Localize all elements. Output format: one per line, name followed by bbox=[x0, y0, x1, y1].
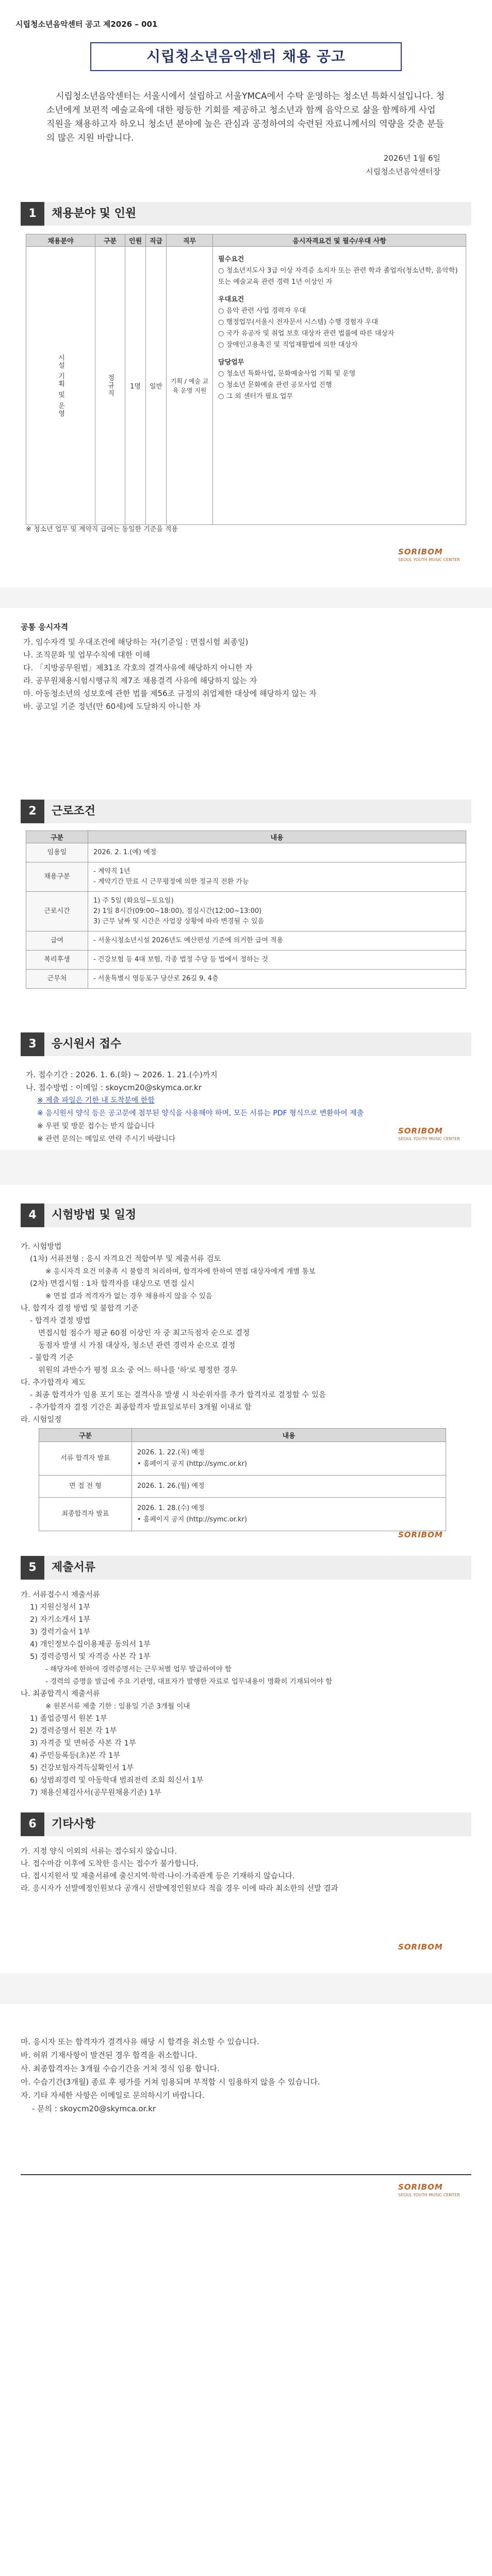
list-item: 3) 자격증 및 면허증 사본 각 1부 bbox=[30, 1739, 136, 1748]
list-item: 가. 임수자격 및 우대조건에 해당하는 자(기준일 : 면접시험 최종일) bbox=[23, 637, 249, 647]
work-conditions-table bbox=[26, 831, 466, 989]
etc-info-b bbox=[21, 2035, 471, 2115]
section-number: 5 bbox=[21, 1556, 44, 1580]
col-header: 채용분야 bbox=[26, 234, 95, 247]
page-title: 시립청소년음악센터 채용 공고 bbox=[90, 42, 402, 71]
row-key: 서류 합격자 발표 bbox=[39, 1442, 132, 1476]
center-logo-sub: SEOUL YOUTH MUSIC CENTER bbox=[398, 557, 460, 562]
table-cell: 기획 / 예술 교육 운영 지원 bbox=[167, 247, 213, 525]
page-separator bbox=[0, 587, 492, 608]
list-item: 라. 공무원채용시험시행규칙 제7조 채용결격 사유에 해당하지 않는 자 bbox=[23, 676, 257, 685]
list-item: 2) 자기소개서 1부 bbox=[30, 1616, 91, 1624]
list-item: - 최종 합격자가 임용 포기 또는 결격사유 발생 시 차순위자를 추가 합격자로 결정할 수 있음 bbox=[30, 1391, 326, 1399]
list-item: 위원의 과반수가 평정 요소 중 어느 하나를 '하'로 평정한 경우 bbox=[38, 1366, 237, 1375]
list-item: 가. 지정 양식 이외의 서류는 접수되지 않습니다. bbox=[21, 1848, 177, 1856]
list-item: 6) 성범죄경력 및 아동학대 범죄전력 조회 회신서 1부 bbox=[30, 1776, 204, 1785]
list-item: 다. 「지방공무원법」제31조 각호의 결격사유에 해당하지 아니한 자 bbox=[23, 663, 253, 672]
list-heading: 가. 시험방법 bbox=[21, 1243, 62, 1251]
list-note: ※ 제출 파일은 기한 내 도착분에 한함 bbox=[37, 1096, 155, 1105]
row-value: - 계약직 1년 - 계약기간 만료 시 근무평정에 의한 정규직 전환 가능 bbox=[88, 862, 466, 892]
page-separator bbox=[0, 1150, 492, 1185]
intro-text: 시립청소년음악센터는 서울시에서 설립하고 서울YMCA에서 수탁 운영하는 청소년 특화시설입니다. 청소년에게 보편적 예술교육에 대한 평등한 기회를 제공하고 청소년과 함께 음악으로 삶을 함께하게 사업 직원을 채용하고자 하오니 청소년 분야에 높은 관심과 공정하여의 숙련된 자료니께서의 역량을 갖춘 분들의 많은 지원 바랍니다. bbox=[46, 91, 445, 143]
list-item: 바. 허위 기재사항이 발견된 경우 합격을 취소합니다. bbox=[21, 2050, 198, 2060]
section-1-header bbox=[21, 202, 471, 226]
documents-info bbox=[21, 1589, 469, 1799]
row-key: 면 접 전 형 bbox=[39, 1476, 132, 1498]
section-title: 근로조건 bbox=[52, 805, 96, 818]
list-item: 마. 응시자 또는 합격자가 결격사유 해당 시 합격을 취소할 수 있습니다. bbox=[21, 2037, 259, 2046]
section-title: 기타사항 bbox=[52, 1818, 96, 1831]
list-note: - 경력의 증명을 발급에 주요 기관명, 대표자가 발행한 자료로 업무내용이 명확히 기재되어야 함 bbox=[45, 1677, 333, 1686]
page-separator bbox=[0, 1973, 492, 2004]
section-number: 4 bbox=[21, 1204, 44, 1227]
etc-info-a bbox=[21, 1845, 469, 1895]
section-4-header bbox=[21, 1204, 471, 1227]
col-header: 직급 bbox=[146, 234, 167, 247]
list-item: 3) 경력기술서 1부 bbox=[30, 1628, 91, 1636]
table-note: ※ 청소년 업무 및 계약직 급여는 동일한 기준을 적용 bbox=[26, 526, 178, 533]
list-item: 나. 접수방법 : 이메일 : skoycm20@skymca.or.kr bbox=[26, 1083, 202, 1092]
table-cell: 1명 bbox=[125, 247, 146, 525]
section-3-header bbox=[21, 1032, 471, 1056]
section-2-header bbox=[21, 800, 471, 823]
center-logo-sub: SEOUL YOUTH MUSIC CENTER bbox=[398, 2193, 460, 2197]
list-heading: 나. 최종합격시 제출서류 bbox=[21, 1690, 100, 1698]
section-5-header bbox=[21, 1556, 471, 1580]
table-cell: 일반 bbox=[146, 247, 167, 525]
list-item: - 불합격 기준 bbox=[30, 1354, 74, 1362]
list-item: (2차) 면접시험 : 1차 합격자를 대상으로 면접 실시 bbox=[30, 1280, 195, 1288]
list-item: 7) 채용신체검사서(공무원채용기준) 1부 bbox=[30, 1789, 161, 1797]
list-heading: 라. 시험일정 bbox=[21, 1416, 62, 1424]
list-item: 사. 최종합격자는 3개월 수습기간을 거쳐 정식 임용 합니다. bbox=[21, 2064, 220, 2073]
contact-email: - 문의 : skoycm20@skymca.or.kr bbox=[32, 2104, 156, 2113]
row-value: 2026. 1. 22.(목) 예정 • 홈페이지 공지 (http://symc.or.kr) bbox=[132, 1442, 446, 1476]
row-key: 채용구분 bbox=[26, 862, 88, 892]
row-value: - 건강보험 등 4대 보험, 각종 법정 수당 등 법에서 정하는 것 bbox=[88, 951, 466, 970]
row-key: 급여 bbox=[26, 931, 88, 951]
list-item: 마. 아동청소년의 성보호에 관한 법률 제56조 규정의 취업제한 대상에 해당하지 않는 자 bbox=[23, 689, 317, 698]
col-header: 인원 bbox=[125, 234, 146, 247]
exam-info bbox=[21, 1241, 469, 1426]
list-item: 5) 건강보험자격득실확인서 1부 bbox=[30, 1764, 134, 1772]
col-header: 구분 bbox=[95, 234, 125, 247]
list-note: ※ 면접 결과 적격자가 없는 경우 채용하지 않을 수 있음 bbox=[45, 1292, 212, 1300]
list-item: 라. 응시자가 선발예정인원보다 공개시 선발예정인원보다 적을 경우 이에 따라 최소한의 선발 결과 bbox=[21, 1885, 338, 1893]
list-item: - 추가합격자 결정 기간은 최종합격자 발표일로부터 3개월 이내로 함 bbox=[30, 1403, 252, 1412]
list-item: 바. 공고일 기준 정년(만 60세)에 도달하지 아니한 자 bbox=[23, 702, 201, 711]
list-item: 다. 접시지원서 및 제출서류에 출신지역·학력·나이·가족관계 등은 기재하지 않습니다. bbox=[21, 1872, 295, 1880]
list-heading: 가. 서류접수시 제출서류 bbox=[21, 1591, 100, 1599]
list-note: ※ 관련 문의는 메일로 연락 주시기 바랍니다 bbox=[37, 1135, 176, 1143]
list-item: 4) 개인정보수집이용제공 동의서 1부 bbox=[30, 1640, 151, 1649]
table-cell: 정규직 bbox=[95, 247, 125, 525]
center-logo-sub: SEOUL YOUTH MUSIC CENTER bbox=[398, 1137, 460, 1141]
list-item: 가. 접수기간 : 2026. 1. 6.(화) ~ 2026. 1. 21.(수)까지 bbox=[26, 1070, 218, 1079]
section-6-header bbox=[21, 1812, 471, 1836]
list-item: 4) 주민등록등(초)본 각 1부 bbox=[30, 1752, 121, 1760]
col-header: 내용 bbox=[132, 1429, 446, 1442]
center-logo: SORIBOM bbox=[398, 1942, 443, 1952]
section-number: 6 bbox=[21, 1812, 44, 1836]
schedule-table bbox=[39, 1428, 446, 1531]
common-qualification-heading: 공통 응시자격 bbox=[21, 622, 69, 632]
recruitment-table bbox=[26, 234, 466, 525]
list-item: 나. 조직문화 및 업무수칙에 대한 이해 bbox=[23, 650, 150, 659]
row-key: 최종합격자 발표 bbox=[39, 1498, 132, 1531]
section-number: 3 bbox=[21, 1032, 44, 1056]
row-key: 근로시간 bbox=[26, 892, 88, 931]
row-value: 2026. 2. 1.(예) 예정 bbox=[88, 843, 466, 862]
col-header: 응시자격요건 및 필수/우대 사항 bbox=[213, 234, 466, 247]
list-item: 나. 접수마감 이후에 도착한 응시는 접수가 불가합니다. bbox=[21, 1860, 199, 1868]
row-value: 2026. 1. 26.(월) 예정 bbox=[132, 1476, 446, 1498]
requirements-cell: 필수요건 ○ 청소년지도사 3급 이상 자격증 소지자 또는 관련 학과 졸업자(청소년학, 음악학) 또는 예술교육 관련 경력 1년 이상인 자 우대요건 ○ 음악 관련 사업 경력자 우대 ○ 행정업무(서울시 전자문서 시스템) 수행 경험자 우대 ○ 국가 유공자 및 취업 보호 대상자 관련 법률에 따른 대상자 ○ 장애인고용촉진 및 직업재활법에 의한 대상자 담당업무 ○ 청소년 특화사업, 문화예술사업 기획 및 운영 ○ 청소년 문화예술 관련 공모사업 진행 ○ 그 외 센터가 필요 업무 bbox=[213, 247, 466, 525]
list-item: 5) 경력증명서 및 자격증 사본 각 1부 bbox=[30, 1653, 151, 1661]
list-item: 자. 기타 자세한 사항은 이메일로 문의하시기 바랍니다. bbox=[21, 2091, 205, 2100]
center-logo: SORIBOM bbox=[398, 547, 443, 556]
row-value: - 서울특별시 영등포구 당산로 26길 9, 4층 bbox=[88, 970, 466, 989]
section-number: 2 bbox=[21, 800, 44, 823]
section-title: 채용분야 및 인원 bbox=[52, 207, 137, 220]
organization-name: 시립청소년음악센터장 bbox=[366, 167, 440, 176]
list-item: 동점자 발생 시 가점 대상자, 청소년 관련 경력자 순으로 결정 bbox=[38, 1342, 236, 1350]
page-1 bbox=[0, 0, 492, 587]
center-logo: SORIBOM bbox=[398, 2182, 443, 2192]
list-item: 1) 지원신청서 1부 bbox=[30, 1603, 91, 1612]
col-header: 구분 bbox=[26, 831, 88, 843]
list-item: (1차) 서류전형 : 응시 자격요건 적합여부 및 제출서류 검토 bbox=[30, 1255, 221, 1263]
col-header: 내용 bbox=[88, 831, 466, 843]
list-heading: 나. 합격자 결정 방법 및 불합격 기준 bbox=[21, 1304, 139, 1313]
row-value: 1) 주 5일 (화요일~토요일) 2) 1일 8시간(09:00~18:00), 점심시간(12:00~13:00) 3) 근무 날짜 및 시간은 사업장 상황에 따라 변경될 수 있음 bbox=[88, 892, 466, 931]
row-value: 2026. 1. 28.(수) 예정 • 홈페이지 공지 (http://symc.or.kr) bbox=[132, 1498, 446, 1531]
list-note: ※ 우편 및 방문 접수는 받지 않습니다 bbox=[37, 1122, 155, 1130]
section-title: 제출서류 bbox=[52, 1561, 96, 1574]
row-key: 복리후생 bbox=[26, 951, 88, 970]
list-heading: 다. 추가합격자 제도 bbox=[21, 1379, 86, 1387]
list-item: 아. 수습기간(3개월) 종료 후 평가를 거쳐 임용되며 부적합 시 임용하지 않을 수 있습니다. bbox=[21, 2077, 320, 2087]
page-3 bbox=[0, 1185, 492, 1973]
section-title: 시험방법 및 일정 bbox=[52, 1209, 137, 1222]
row-value: - 서울시청소년시설 2026년도 예산편성 기준에 의거한 급여 적용 bbox=[88, 931, 466, 951]
col-header: 구분 bbox=[39, 1429, 132, 1442]
common-qualification-list bbox=[23, 636, 467, 713]
notice-number: 시립청소년음악센터 공고 제2026 – 001 bbox=[15, 20, 158, 29]
list-note: ※ 응시자격 요건 미충족 시 불합격 처리하며, 합격자에 한하여 면접 대상자에게 개별 통보 bbox=[45, 1267, 316, 1276]
list-item: 면접시험 점수가 평균 60점 이상인 자 중 최고득점자 순으로 결정 bbox=[38, 1329, 250, 1337]
section-title: 응시원서 접수 bbox=[52, 1038, 122, 1050]
section-number: 1 bbox=[21, 202, 44, 226]
page-4 bbox=[0, 2004, 492, 2576]
list-note: ※ 응시원서 양식 등은 공고문에 첨부된 양식을 사용해야 하며, 모든 서류는 PDF 형식으로 변환하여 제출 bbox=[37, 1109, 364, 1117]
list-item: 2) 경력증명서 원본 각 1부 bbox=[30, 1727, 117, 1735]
row-key: 임용일 bbox=[26, 843, 88, 862]
page-2 bbox=[0, 609, 492, 1150]
notice-date: 2026년 1월 6일 bbox=[383, 154, 440, 163]
list-item: - 합격자 결정 방법 bbox=[30, 1317, 91, 1325]
list-item: 1) 졸업증명서 원본 1부 bbox=[30, 1715, 107, 1723]
table-cell: 시설 기획 및 운영 bbox=[26, 247, 95, 525]
list-note: - 해당자에 한하여 경력증명서는 근무처별 업무 발급하여야 함 bbox=[45, 1665, 232, 1673]
col-header: 직무 bbox=[167, 234, 213, 247]
divider bbox=[21, 2174, 471, 2175]
row-key: 근무처 bbox=[26, 970, 88, 989]
center-logo: SORIBOM bbox=[398, 1530, 443, 1539]
center-logo: SORIBOM bbox=[398, 1126, 443, 1136]
list-note: ※ 원본서류 제출 기한 : 임용일 기준 3개월 이내 bbox=[45, 1702, 190, 1710]
